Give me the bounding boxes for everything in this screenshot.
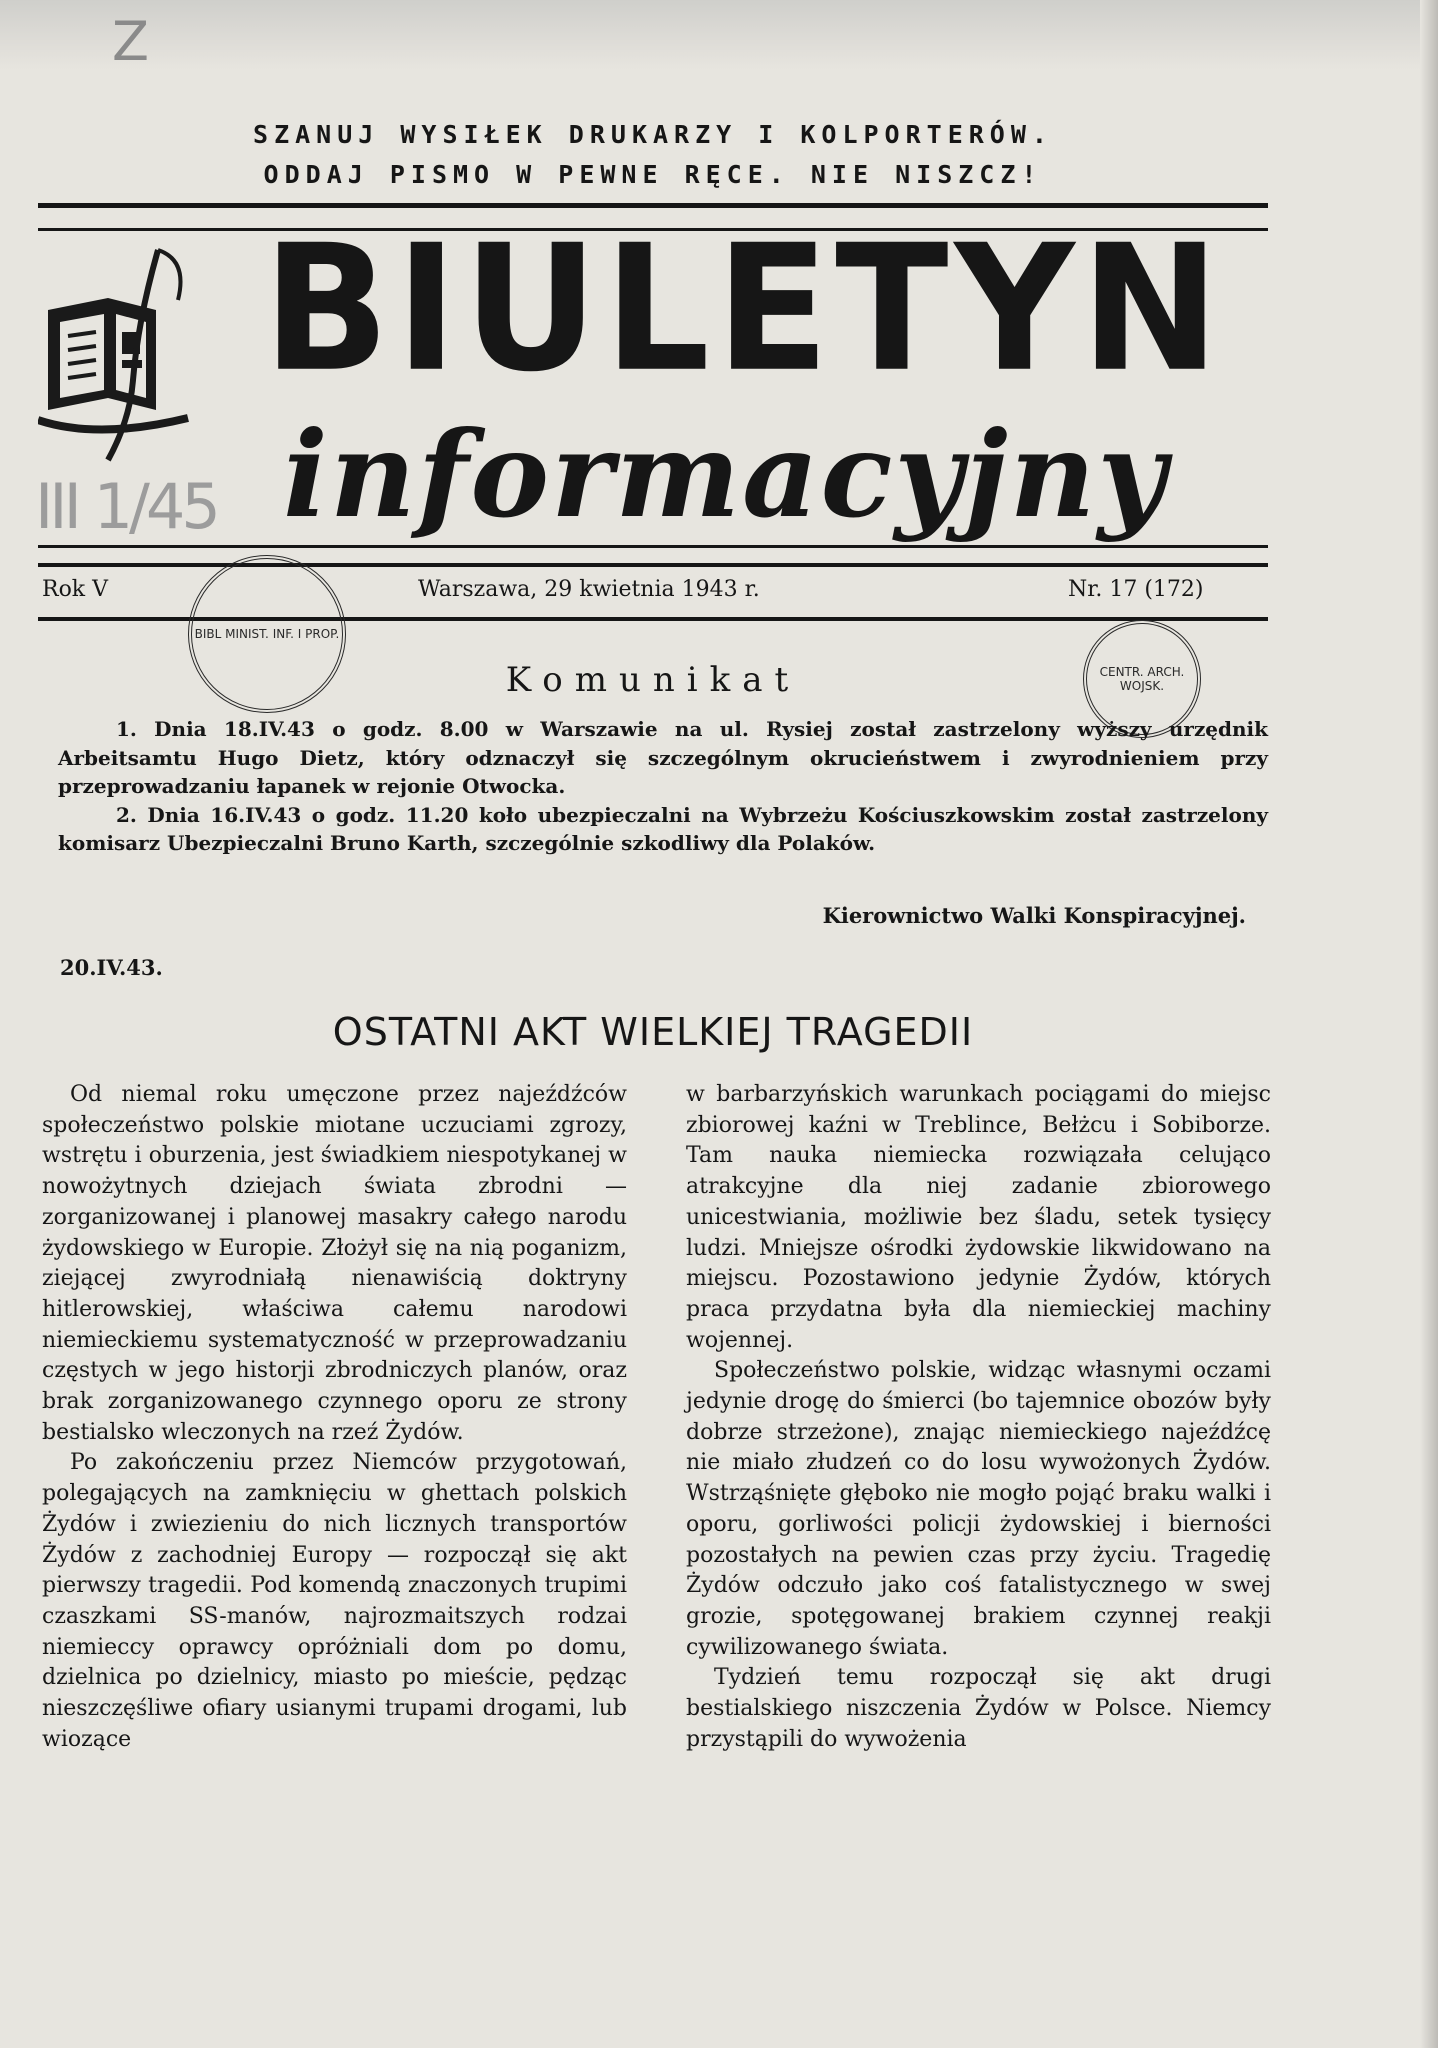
issue-year: Rok V [42, 577, 109, 602]
masthead-subtitle: informacyjny [283, 405, 1169, 544]
library-stamp-text: BIBL MINIST. INF. I PROP. [194, 627, 340, 641]
pencil-note-margin: III 1/45 [35, 470, 217, 543]
masthead-title: BIULETYN [263, 208, 1226, 411]
article-paragraph: Po zakończeniu przez Niemców przygotowań, polegających na zamknięciu w ghettach polskich Żydów i zwiezieniu do nich licznych transportów Żydów z zachodniej Europy — rozpoczął się akt pierwszy tragedii. Pod komendą znaczonych trupimi czaszkami SS-manów, najrozmaitszych rodzai niemieccy oprawcy opróżniali dom po domu, dzielnica po dzielnicy, miasto po mieście, pędząc nieszczęśliwe ofiary usianymi trupami drogami, lub wiozące [42, 1450, 627, 1752]
article-paragraph: w barbarzyńskich warunkach pociągami do miejsc zbiorowej kaźni w Treblince, Bełżcu i Sobiborze. Tam nauka niemiecka rozwiązała celująco atrakcyjne dla niej zadanie zbiorowego unicestwiania, możliwie bez śladu, setek tysięcy ludzi. Mniejsze ośrodki żydowskie likwidowano na miejscu. Pozostawiono jedynie Żydów, których praca przydatna była dla niemieckiej machiny wojennej. [686, 1082, 1271, 1353]
article-paragraph: Od niemal roku umęczone przez najeźdźców społeczeństwo polskie miotane uczuciami zgrozy, wstrętu i oburzenia, jest świadkiem niespotykanej w nowożytnych dziejach świata zbrodni — zorganizowanej i planowej masakry całego narodu żydowskiego w Europie. Złożył się na nią poganizm, ziejącej zwyrodniałą nienawiścią doktryny hitlerowskiej, właściwa całemu narodowi niemieckiemu systematyczność w przeprowadzaniu częstych w jego historji zbrodniczych planów, oraz brak zorganizowanego czynnego oporu ze strony bestialsko wleczonych na rzeź Żydów. [42, 1082, 627, 1445]
rule-masthead-bottom [38, 545, 1268, 548]
issue-place-date: Warszawa, 29 kwietnia 1943 r. [418, 577, 760, 602]
pencil-note-top: Z [112, 10, 149, 73]
archive-stamp-text: CENTR. ARCH. WOJSK. [1099, 665, 1185, 693]
scan-right-edge [1420, 0, 1438, 2048]
komunikat-body [58, 715, 1268, 858]
exhortation-line-2: ODDAJ PISMO W PEWNE RĘCE. NIE NISZCZ! [263, 160, 1043, 189]
newspaper-page [38, 75, 1271, 2015]
komunikat-signature: Kierownictwo Walki Konspiracyjnej. [822, 903, 1246, 928]
article-column-right [686, 1080, 1271, 1755]
article-column-left [42, 1080, 627, 1755]
komunikat-date: 20.IV.43. [60, 955, 163, 980]
exhortation [38, 115, 1268, 195]
scan-top-edge [0, 0, 1438, 70]
issue-number: Nr. 17 (172) [1068, 577, 1204, 602]
exhortation-line-1: SZANUJ WYSIŁEK DRUKARZY I KOLPORTERÓW. [253, 120, 1053, 149]
article-paragraph: Społeczeństwo polskie, widząc własnymi oczami jedynie drogę do śmierci (bo tajemnice obozów były dobrze strzeżone), znając niemieckiego najeźdźcę nie miało złudzeń co do losu wywożonych Żydów. Wstrząśnięte głęboko nie mogło pojąć braku walki i oporu, gorliwości policji żydowskiej i bierności pozostałych na pewien czas przy życiu. Tragedię Żydów odczuło jako coś fatalistycznego w swej grozie, spotęgowanej brakiem czynnej reakji cywilizowanego świata. [686, 1358, 1271, 1660]
komunikat-heading: Komunikat [505, 660, 801, 700]
article-title: OSTATNI AKT WIELKIEJ TRAGEDII [332, 1010, 974, 1054]
komunikat-item-2: 2. Dnia 16.IV.43 o godz. 11.20 koło ubezpieczalni na Wybrzeżu Kościuszkowskim został zastrzelony komisarz Ubezpieczalni Bruno Karth, szczególnie szkodliwy dla Polaków. [58, 802, 1268, 855]
komunikat-item-1: 1. Dnia 18.IV.43 o godz. 8.00 w Warszawie na ul. Rysiej został zastrzelony wyższy urzędnik Arbeitsamtu Hugo Dietz, który odznaczył się szczególnym okrucieństwem i zwyrodnieniem przy przeprowadzaniu łapanek w rejonie Otwocka. [58, 717, 1268, 798]
book-pen-icon [38, 240, 213, 470]
article-paragraph: Tydzień temu rozpoczął się akt drugi bestialskiego niszczenia Żydów w Polsce. Niemcy przystąpili do wywożenia [686, 1665, 1271, 1752]
